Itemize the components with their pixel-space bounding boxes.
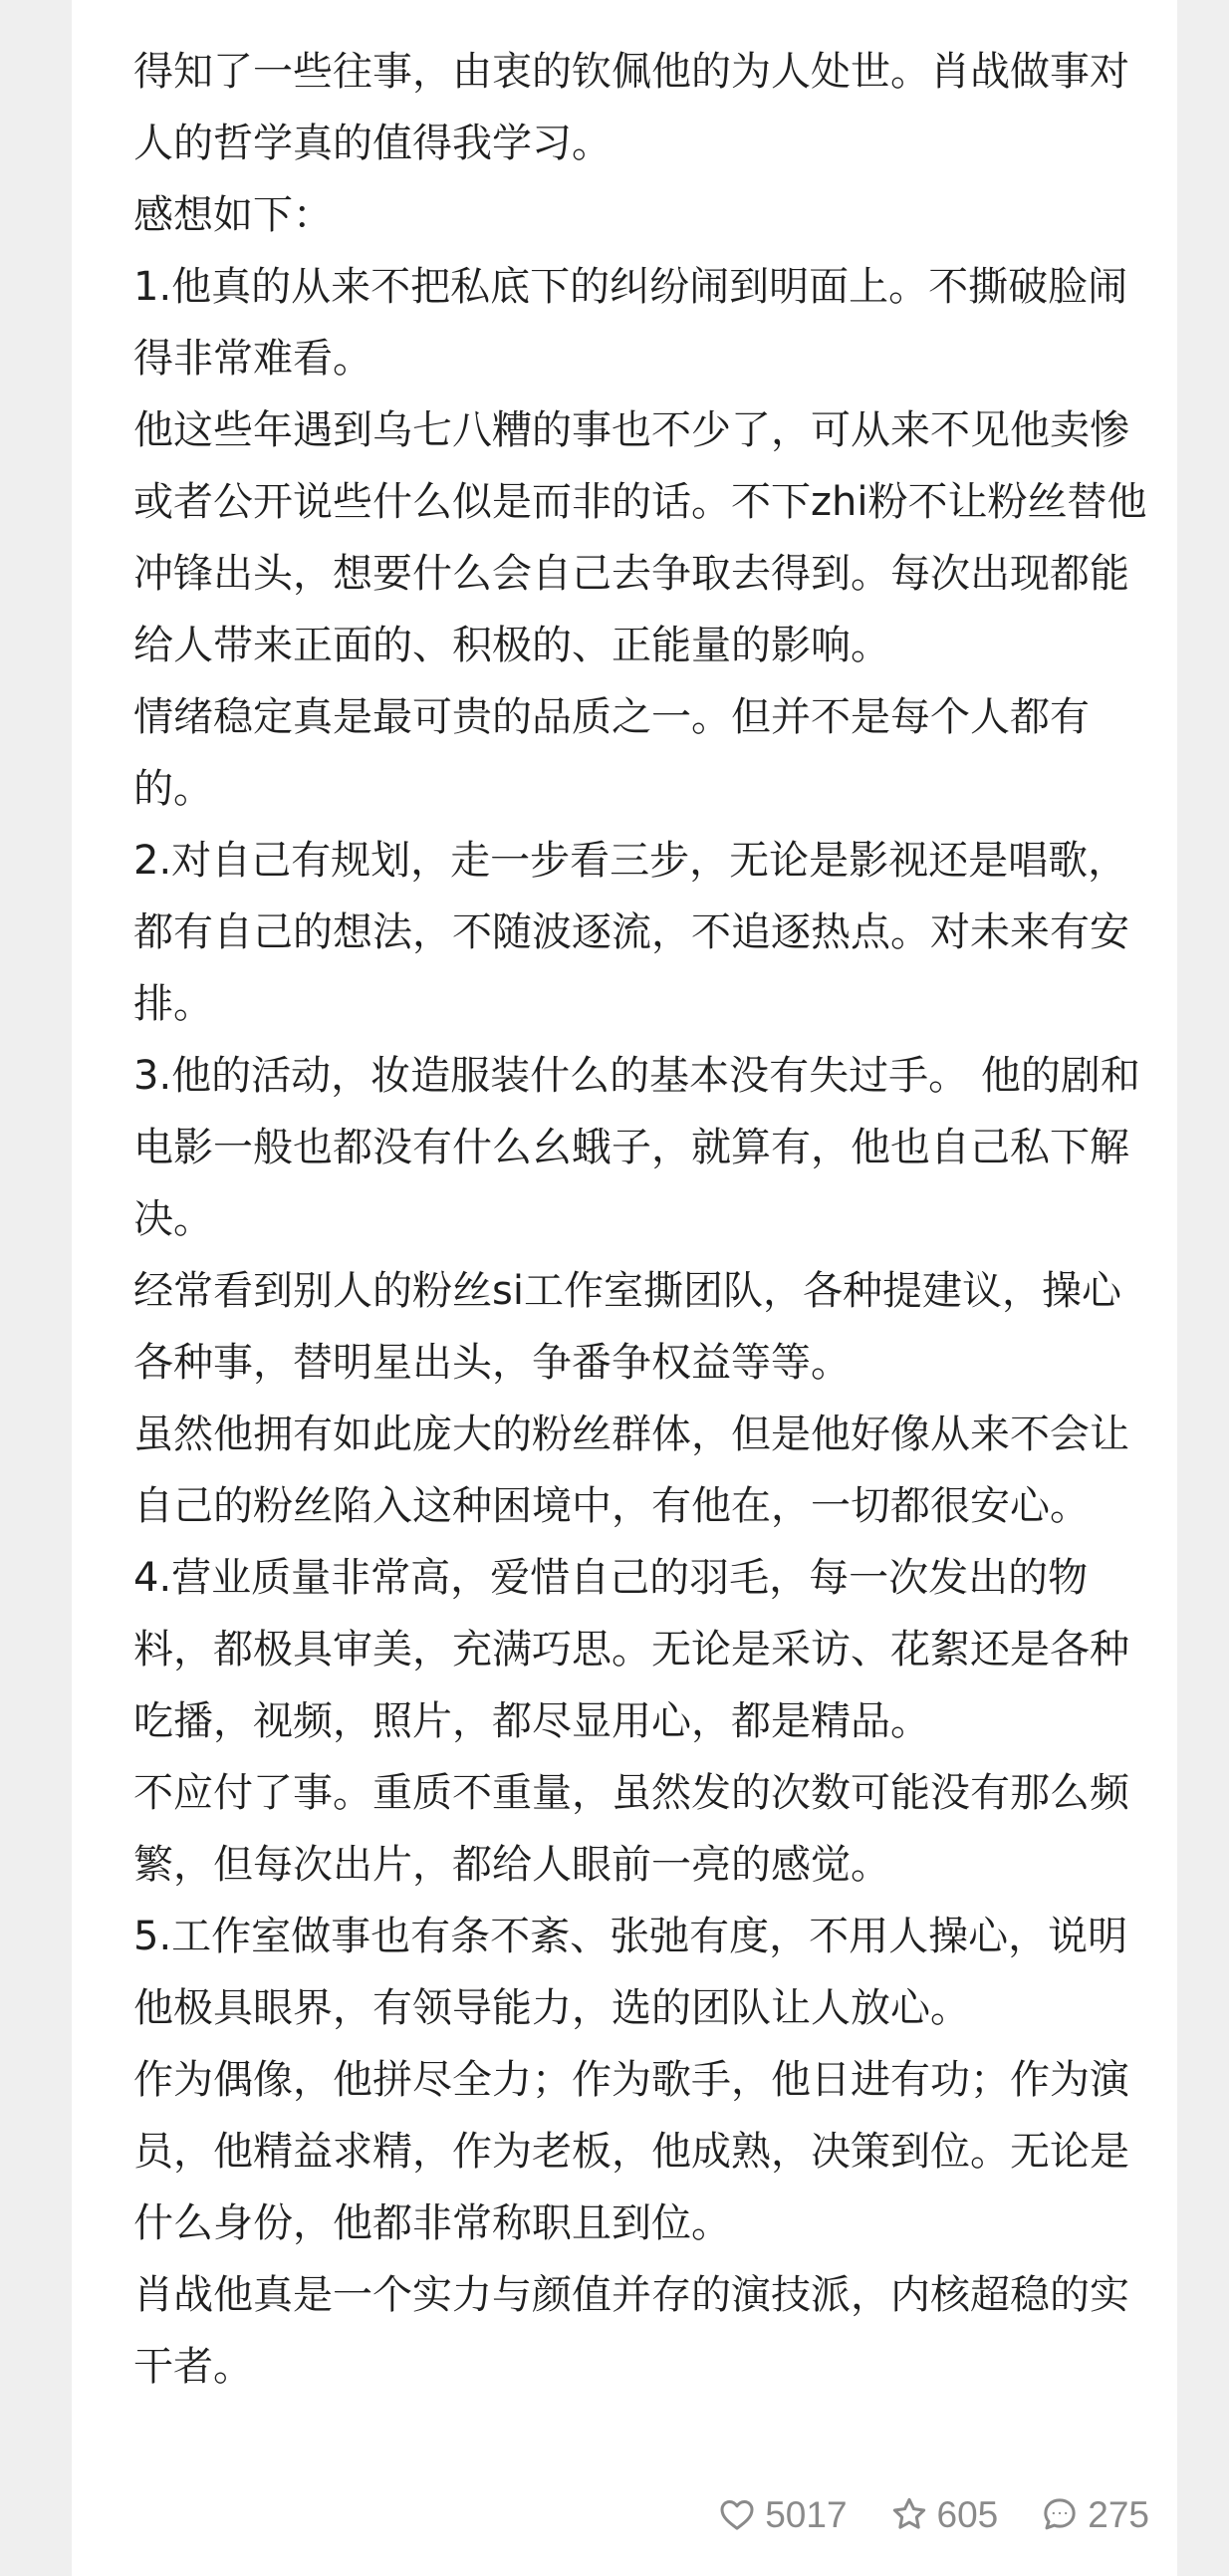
post-paragraph: 作为偶像，他拼尽全力；作为歌手，他日进有功；作为演员，他精益求精，作为老板，他成熟，决策到位。无论是什么身份，他都非常称职且到位。: [133, 2057, 1129, 2246]
post-paragraph: 虽然他拥有如此庞大的粉丝群体，但是他好像从来不会让自己的粉丝陷入这种困境中，有他在，一切都很安心。: [133, 1412, 1129, 1529]
post-actions-bar: [717, 2494, 1149, 2534]
post-paragraph: 4.营业质量非常高，爱惜自己的羽毛，每一次发出的物料，都极具审美，充满巧思。无论是采访、花絮还是各种吃播，视频，照片，都尽显用心，都是精品。: [133, 1555, 1129, 1744]
post-paragraph: 3.他的活动，妆造服装什么的基本没有失过手。 他的剧和电影一般也都没有什么幺蛾子，就算有，他也自己私下解决。: [133, 1053, 1140, 1242]
star-icon: [889, 2494, 929, 2534]
post-content: [133, 36, 1159, 2403]
like-count: 5017: [765, 2493, 848, 2535]
comment-button[interactable]: [1040, 2494, 1149, 2534]
post-paragraph: 感想如下：: [133, 192, 333, 238]
comment-bubble-icon: [1040, 2494, 1080, 2534]
post-paragraph: 不应付了事。重质不重量，虽然发的次数可能没有那么频繁，但每次出片，都给人眼前一亮的感觉。: [133, 1770, 1129, 1888]
like-button[interactable]: [717, 2494, 847, 2534]
favorite-count: 605: [936, 2493, 999, 2535]
post-paragraph: 1.他真的从来不把私底下的纠纷闹到明面上。不撕破脸闹得非常难看。: [133, 264, 1128, 382]
post-paragraph: 他这些年遇到乌七八糟的事也不少了，可从来不见他卖惨或者公开说些什么似是而非的话。不下zhi粉不让粉丝替他冲锋出头，想要什么会自己去争取去得到。每次出现都能给人带来正面的、积极的、正能量的影响。: [133, 407, 1147, 668]
favorite-button[interactable]: [889, 2494, 999, 2534]
post-paragraph: 得知了一些往事，由衷的钦佩他的为人处世。肖战做事对人的哲学真的值得我学习。: [133, 49, 1129, 166]
post-paragraph: 经常看到别人的粉丝si工作室撕团队，各种提建议，操心各种事，替明星出头，争番争权益等等。: [133, 1268, 1121, 1386]
heart-icon: [717, 2494, 757, 2534]
post-paragraph: 5.工作室做事也有条不紊、张弛有度，不用人操心，说明他极具眼界，有领导能力，选的团队让人放心。: [133, 1914, 1128, 2031]
comment-count: 275: [1088, 2493, 1149, 2535]
post-paragraph: 肖战他真是一个实力与颜值并存的演技派，内核超稳的实干者。: [133, 2272, 1129, 2390]
post-paragraph: 2.对自己有规划，走一步看三步，无论是影视还是唱歌，都有自己的想法，不随波逐流，不追逐热点。对未来有安排。: [133, 838, 1129, 1027]
post-paragraph: 情绪稳定真是最可贵的品质之一。但并不是每个人都有的。: [133, 694, 1090, 812]
post-card: [72, 0, 1177, 2576]
